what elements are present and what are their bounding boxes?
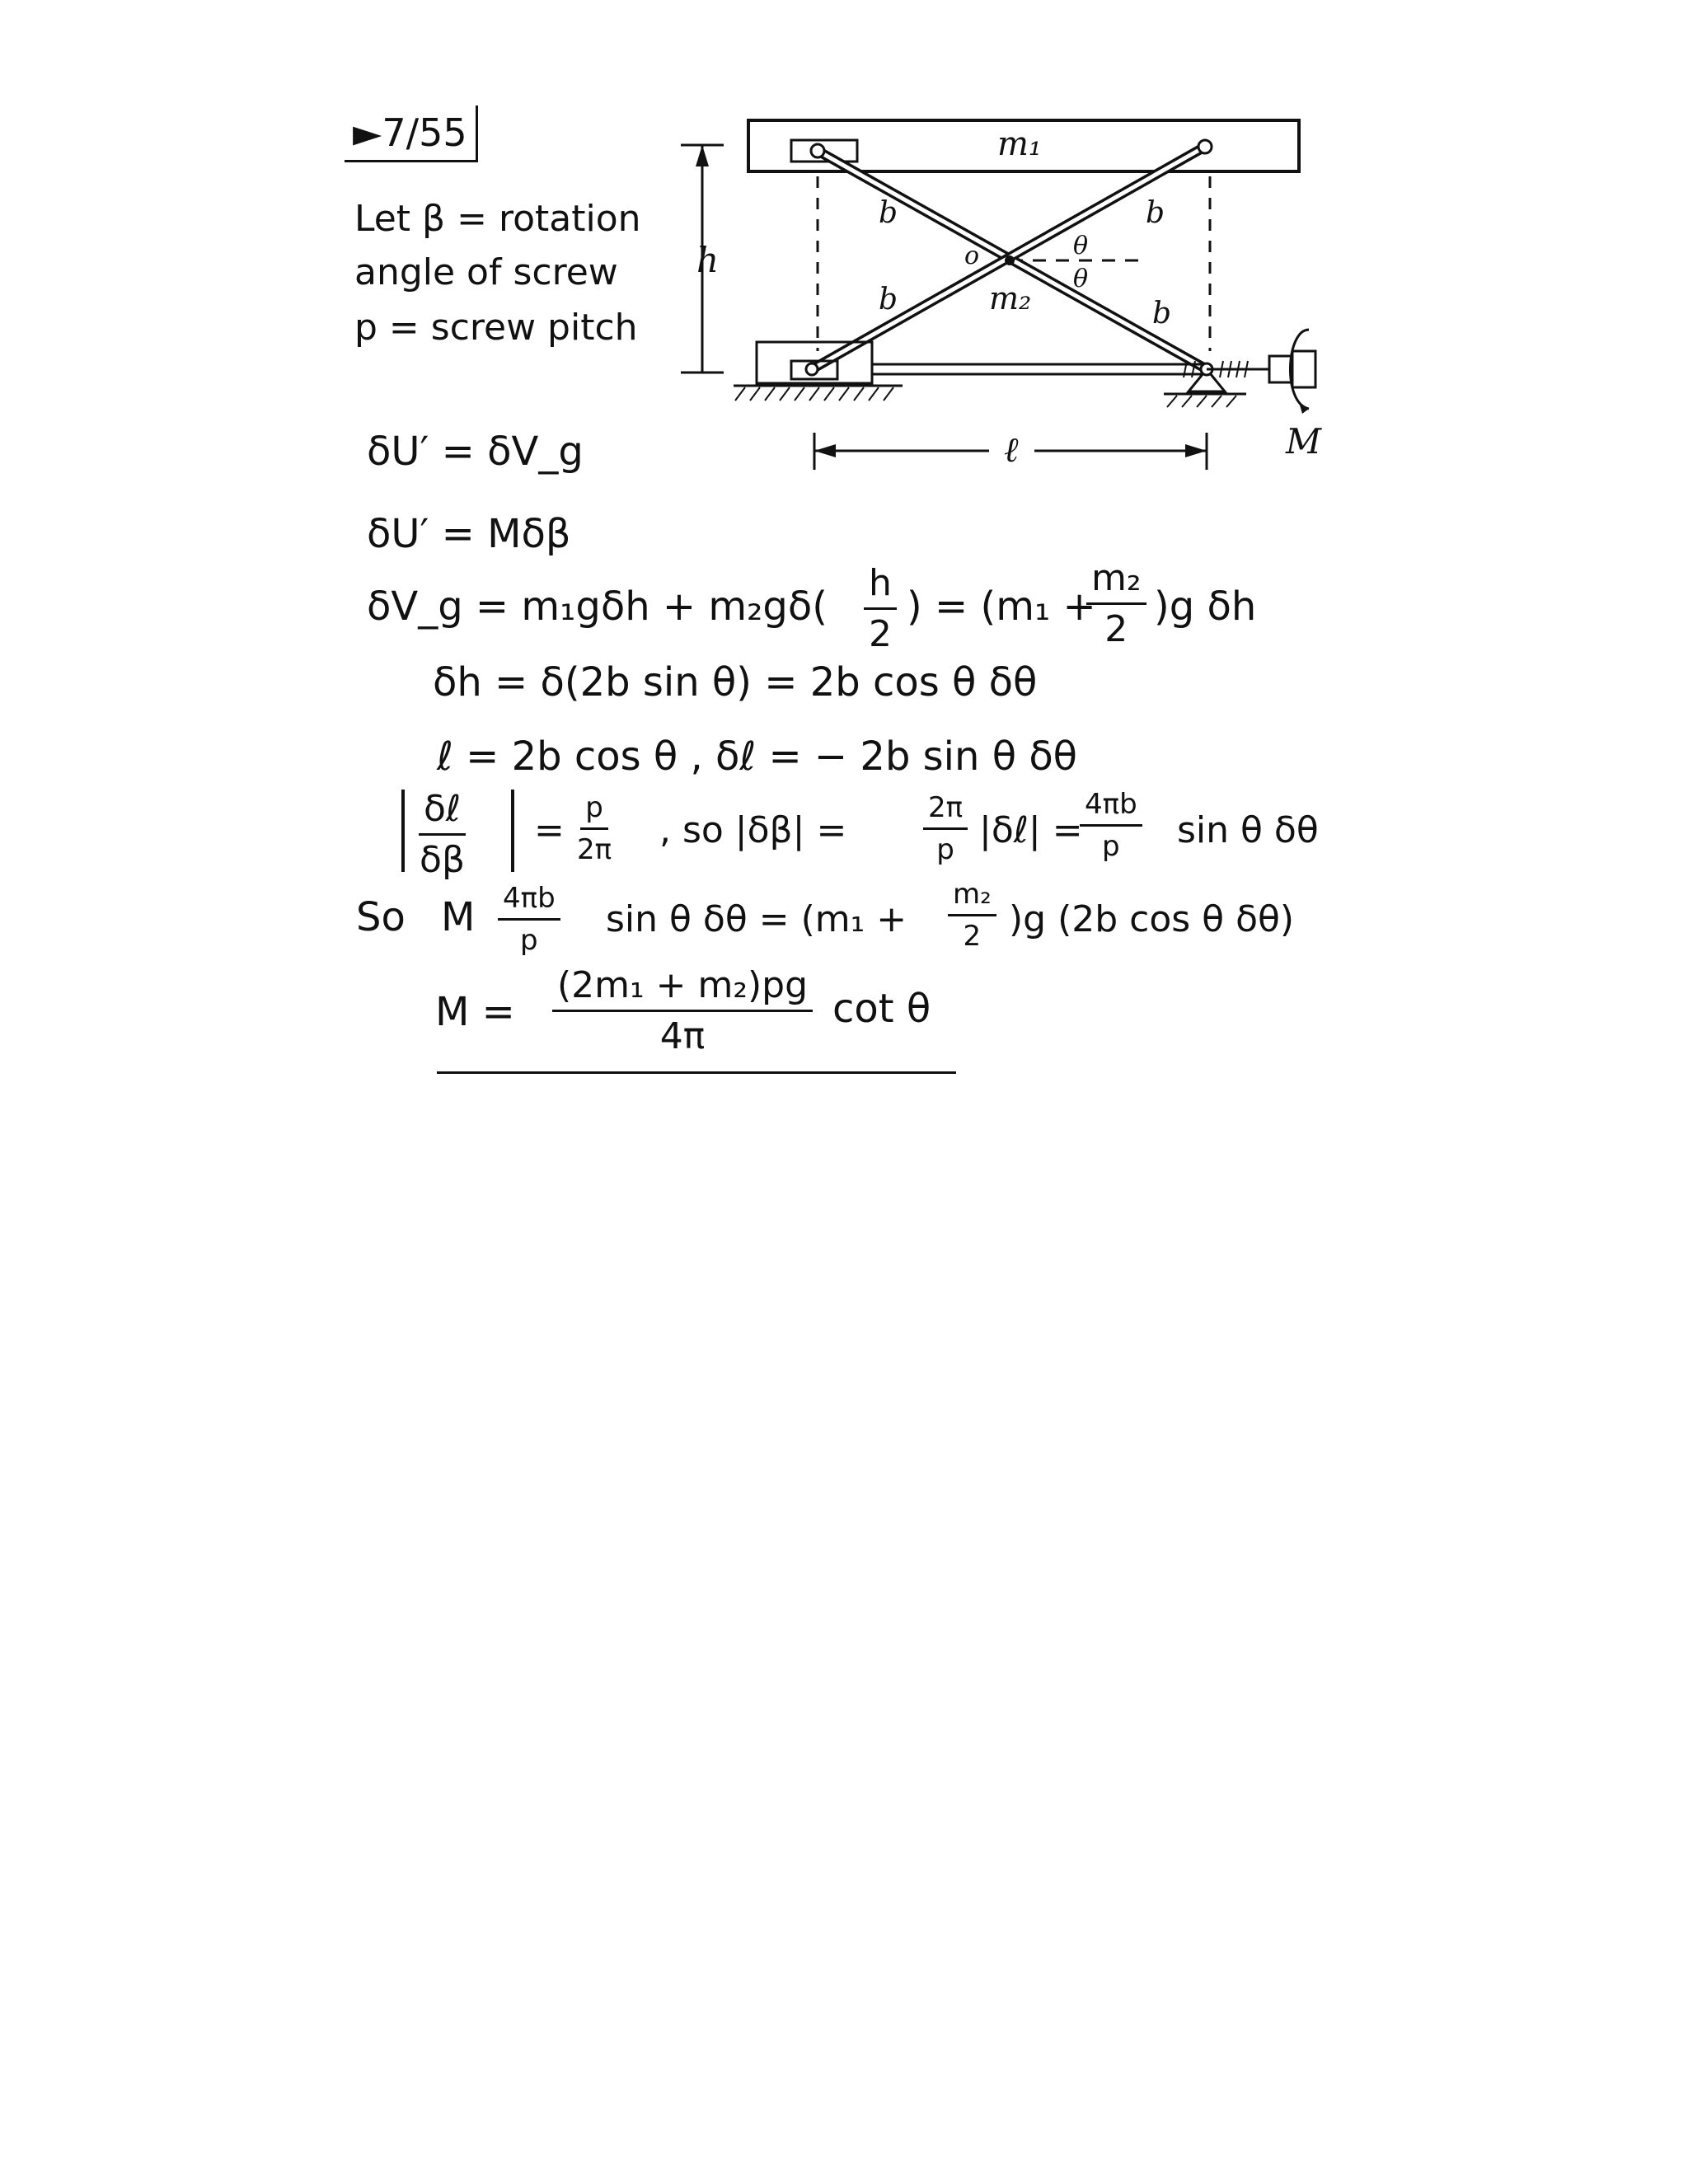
definition-line-1: Let β = rotation (354, 198, 641, 240)
equation-6-abs-dl: |δℓ| = (979, 809, 1083, 851)
equation-3-fraction-m2-over-2: $\frac{\text{m₂}}{2}$ (1086, 557, 1146, 650)
angle-label-1: θ (1073, 232, 1089, 260)
equation-6-equals: = (534, 809, 565, 851)
equation-7-tail: )g (2b cos θ δθ) (1009, 898, 1295, 940)
equation-6-fraction-p-over-2pi: $\frac{p}{2\pi}$ (577, 791, 612, 866)
definition-line-2: angle of screw (354, 251, 618, 293)
equation-2: δU′ = Mδβ (367, 511, 571, 557)
equation-7-M: M (441, 894, 476, 940)
equation-6-abs-right-bar (511, 790, 514, 872)
equation-6-so: , so |δβ| = (659, 809, 847, 851)
equation-1: δU′ = δV_g (367, 429, 584, 475)
answer-underline (437, 1071, 956, 1074)
mass-top-label: m₁ (997, 125, 1042, 163)
pivot-label: o (964, 241, 980, 270)
equation-6-fraction-2pi-over-p: $\frac{2\pi}{p}$ (923, 791, 968, 866)
equation-3-left: δV_g = m₁gδh + m₂gδ( (367, 583, 828, 630)
link-label-4: b (1152, 297, 1172, 330)
mass-mid-label: m₂ (989, 280, 1032, 316)
equation-8-M: M = (435, 989, 515, 1035)
angle-label-2: θ (1073, 265, 1089, 293)
scissor-lift-figure (659, 107, 1360, 486)
equation-4: δh = δ(2b sin θ) = 2b cos θ δθ (433, 659, 1038, 705)
height-label: h (696, 240, 720, 280)
equation-8-tail: cot θ (832, 986, 931, 1032)
equation-3-fraction-h-over-2: $\frac{h}{2}$ (864, 562, 897, 655)
equation-3-mid: ) = (m₁ + (907, 583, 1096, 630)
equation-7-fraction-m2-over-2: $\frac{\text{m₂}}{2}$ (948, 878, 996, 953)
equation-6-fraction-dl-over-db: δℓ δβ (420, 788, 466, 881)
equation-8-fraction: $\frac{\text{(2m₁ + m₂)pg}}{4\pi}$ (552, 964, 813, 1057)
screw-handle (1269, 356, 1292, 382)
definition-line-3: p = screw pitch (354, 307, 638, 349)
link-label-1: b (879, 196, 898, 230)
equation-6-abs-left-bar (401, 790, 405, 872)
link-label-2: b (1146, 196, 1165, 230)
equation-6-tail: sin θ δθ (1177, 809, 1319, 851)
span-label: ℓ (1004, 429, 1019, 470)
equation-6-fraction-4pib-over-p: $\frac{4\pi b}{p}$ (1080, 788, 1142, 863)
moment-label: M (1286, 421, 1322, 462)
screw-rod (872, 364, 1207, 374)
equation-5: ℓ = 2b cos θ , δℓ = − 2b sin θ δθ (437, 733, 1078, 780)
problem-number: ►7/55 (345, 105, 478, 162)
equation-7-mid: sin θ δθ = (m₁ + (606, 898, 907, 940)
equation-7-fraction-4pib-over-p: $\frac{4\pi b}{p}$ (498, 882, 560, 957)
equation-3-right: )g δh (1154, 583, 1257, 630)
link-label-3: b (879, 283, 898, 316)
equation-7-so: So (356, 894, 406, 940)
